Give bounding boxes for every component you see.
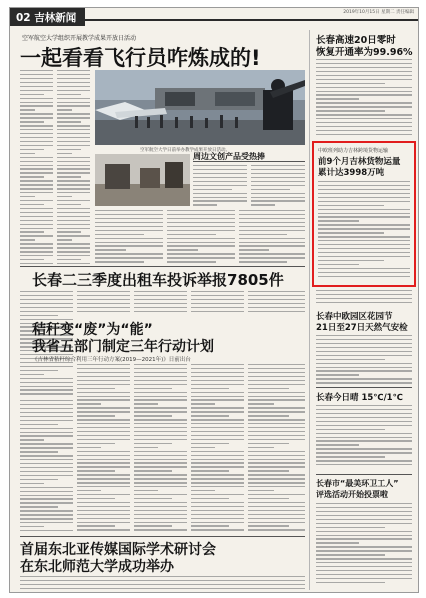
cultural-box-rule <box>193 161 305 162</box>
straw-body-col4 <box>248 364 305 534</box>
edition-info: 2019年10月15日 星期二 责任编辑 <box>343 10 414 15</box>
straw-subhead: 《吉林省秸秆综合利用三年行动方案(2019—2021年)》日前出台 <box>32 357 191 363</box>
main-body-col2 <box>57 70 90 265</box>
sidebar-item3-title-1: 长春中欧园区花园节 <box>316 312 393 322</box>
cultural-body-col1 <box>193 165 247 207</box>
section-name: 吉林新闻 <box>34 12 77 24</box>
sidebar-filler-1 <box>316 290 412 306</box>
taxi-body-col2 <box>77 291 130 316</box>
divider-2 <box>20 536 305 537</box>
taxi-headline: 长春二三季度出租车投诉举报7805件 <box>32 271 284 289</box>
main-kicker: 空军航空大学组织开展教学成果开放日活动 <box>22 35 137 42</box>
section-tab <box>10 8 85 26</box>
sidebar-item5-title-1: 长春市“最美环卫工人” <box>316 479 399 488</box>
column-rule <box>309 30 310 590</box>
highlight-title-1: 前9个月吉林货物运量 <box>318 157 401 167</box>
highlight-title-2: 累计达3998万吨 <box>318 168 385 178</box>
main-body-col1 <box>20 70 53 265</box>
straw-body-col2 <box>134 364 187 534</box>
main-body-col4 <box>167 210 235 265</box>
conference-headline-1: 首届东北亚传媒国际学术研讨会 <box>20 542 216 558</box>
sidebar-item3-title-2: 21日至27日天然气安检 <box>316 323 408 333</box>
sidebar-item5-title-2: 评选活动开始投票啦 <box>316 490 388 499</box>
newspaper-page <box>9 7 419 593</box>
taxi-body-col4 <box>191 291 244 316</box>
straw-headline-1: 秸秆变“废”为“能” <box>32 322 153 338</box>
taxi-body-col3 <box>134 291 187 316</box>
page-number: 02 <box>16 12 31 24</box>
sidebar-item4-body <box>316 405 412 470</box>
straw-body-col1 <box>77 364 130 534</box>
sidebar-divider-2 <box>316 474 412 475</box>
straw-body-col3 <box>191 364 244 534</box>
conference-body <box>20 576 305 590</box>
conference-headline-2: 在东北师范大学成功举办 <box>20 559 174 575</box>
sidebar-item1-title-2: 恢复开通率为99.96% <box>316 47 413 58</box>
main-body-col5 <box>239 210 305 265</box>
cultural-box-title: 周边文创产品受热捧 <box>193 152 265 161</box>
page-header <box>10 8 418 26</box>
main-body-col3 <box>95 210 163 265</box>
header-rule <box>85 19 418 21</box>
highlight-box-header: 中欧班列助力吉林跨境货物运输 <box>318 148 389 154</box>
main-headline: 一起看看飞行员咋炼成的! <box>20 46 261 70</box>
highlight-body <box>318 181 410 279</box>
sidebar-item1-body <box>316 59 412 139</box>
sidebar-item1-title-1: 长春高速20日零时 <box>316 35 396 46</box>
main-photo-caption: 空军航空大学日前举办教学成果开放日活动。 <box>140 148 230 153</box>
sidebar-item3-body <box>316 335 412 385</box>
sidebar-divider-1 <box>316 387 412 388</box>
secondary-photo <box>95 154 190 206</box>
straw-headline-2: 我省五部门制定三年行动计划 <box>32 339 214 355</box>
divider-1 <box>20 266 305 267</box>
sidebar-item4-title: 长春今日晴 15℃/1℃ <box>316 393 403 403</box>
main-photo <box>95 70 305 145</box>
cultural-body-col2 <box>251 165 305 207</box>
taxi-body-col5 <box>248 291 305 316</box>
straw-body-col0 <box>20 400 73 534</box>
sidebar-item5-body <box>316 503 412 589</box>
